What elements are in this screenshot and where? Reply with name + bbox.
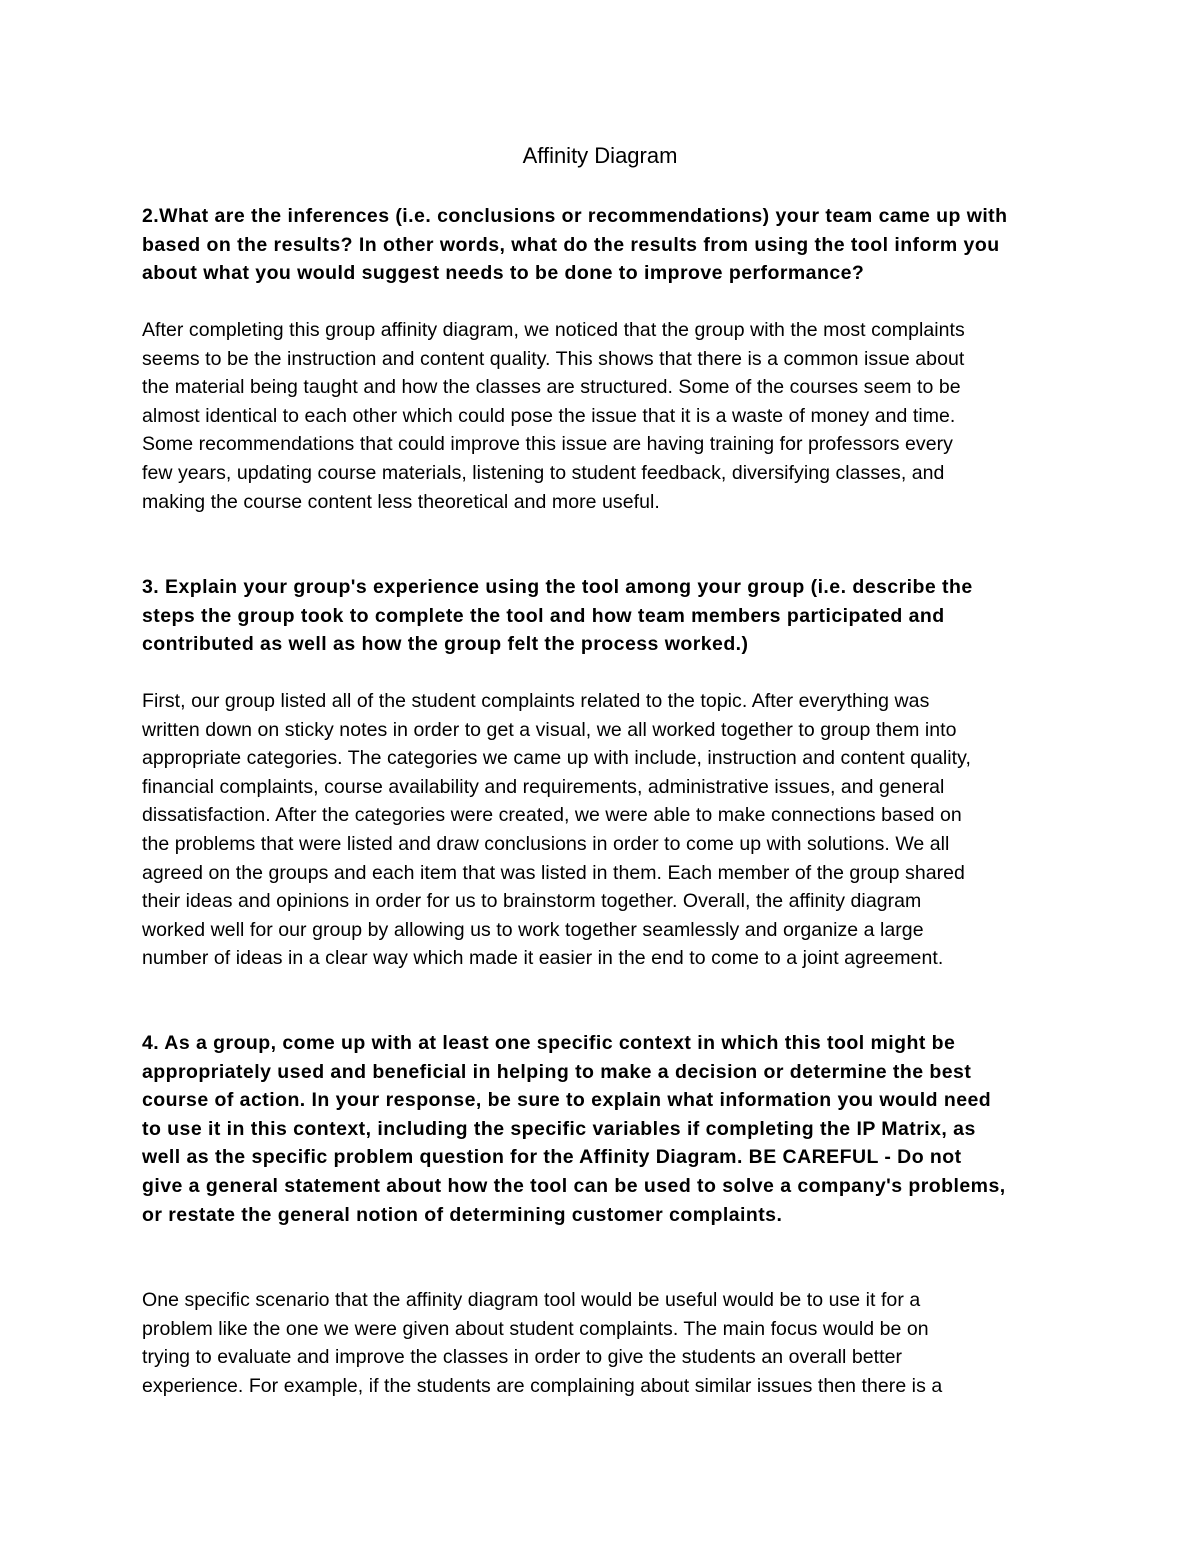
answer-line: few years, updating course materials, listening to student feedback, diversifying classes, and (142, 461, 945, 484)
question-line: about what you would suggest needs to be done to improve performance? (142, 262, 865, 285)
question-line: appropriately used and beneficial in helping to make a decision or determine the best (142, 1060, 972, 1083)
answer-line: almost identical to each other which could pose the issue that it is a waste of money and time. (142, 404, 956, 427)
question-line: 3. Explain your group's experience using the tool among your group (i.e. describe the (142, 576, 973, 598)
answer-line: After completing this group affinity diagram, we noticed that the group with the most complaints (142, 319, 965, 341)
answer-line: written down on sticky notes in order to get a visual, we all worked together to group them into (142, 718, 957, 741)
answer-line: number of ideas in a clear way which made it easier in the end to come to a joint agreement. (142, 947, 944, 970)
question-line: based on the results? In other words, what do the results from using the tool inform you (142, 233, 1000, 256)
question-4 (142, 1029, 1067, 1229)
answer-line: seems to be the instruction and content quality. This shows that there is a common issue about (142, 347, 965, 370)
question-line: course of action. In your response, be sure to explain what information you would need (142, 1089, 992, 1112)
question-3 (142, 573, 1067, 659)
answer-line: Some recommendations that could improve this issue are having training for professors every (142, 433, 953, 456)
answer-3 (142, 687, 1067, 973)
question-line: steps the group took to complete the tool and how team members participated and (142, 604, 945, 627)
answer-line: making the course content less theoretical and more useful. (142, 490, 660, 513)
question-line: 2.What are the inferences (i.e. conclusions or recommendations) your team came up with (142, 205, 1008, 227)
answer-line: First, our group listed all of the student complaints related to the topic. After everything was (142, 690, 930, 712)
answer-line: agreed on the groups and each item that was listed in them. Each member of the group shared (142, 861, 965, 884)
document-title: Affinity Diagram (522, 143, 678, 168)
answer-line: experience. For example, if the students are complaining about similar issues then there is a (142, 1374, 943, 1397)
answer-line: worked well for our group by allowing us to work together seamlessly and organize a large (142, 918, 924, 941)
answer-line: trying to evaluate and improve the classes in order to give the students an overall better (142, 1346, 903, 1369)
answer-line: One specific scenario that the affinity diagram tool would be useful would be to use it for a (142, 1289, 921, 1311)
question-line: well as the specific problem question for the Affinity Diagram. BE CAREFUL - Do not (142, 1146, 962, 1169)
answer-2 (142, 316, 1067, 516)
question-line: contributed as well as how the group felt the process worked.) (142, 633, 749, 656)
question-line: 4. As a group, come up with at least one specific context in which this tool might be (142, 1032, 956, 1054)
question-line: or restate the general notion of determining customer complaints. (142, 1203, 783, 1226)
question-2 (142, 202, 1067, 288)
answer-line: the problems that were listed and draw conclusions in order to come up with solutions. We all (142, 832, 950, 855)
answer-line: financial complaints, course availability and requirements, administrative issues, and general (142, 775, 945, 798)
answer-line: dissatisfaction. After the categories were created, we were able to make connections based on (142, 804, 962, 827)
answer-line: problem like the one we were given about student complaints. The main focus would be on (142, 1317, 929, 1340)
answer-line: their ideas and opinions in order for us to brainstorm together. Overall, the affinity diagram (142, 890, 922, 913)
answer-4 (142, 1286, 1067, 1400)
answer-line: the material being taught and how the classes are structured. Some of the courses seem to be (142, 376, 961, 399)
question-line: to use it in this context, including the specific variables if completing the IP Matrix, as (142, 1117, 976, 1140)
question-line: give a general statement about how the tool can be used to solve a company's problems, (142, 1174, 1006, 1197)
answer-line: appropriate categories. The categories we came up with include, instruction and content quality, (142, 747, 971, 770)
